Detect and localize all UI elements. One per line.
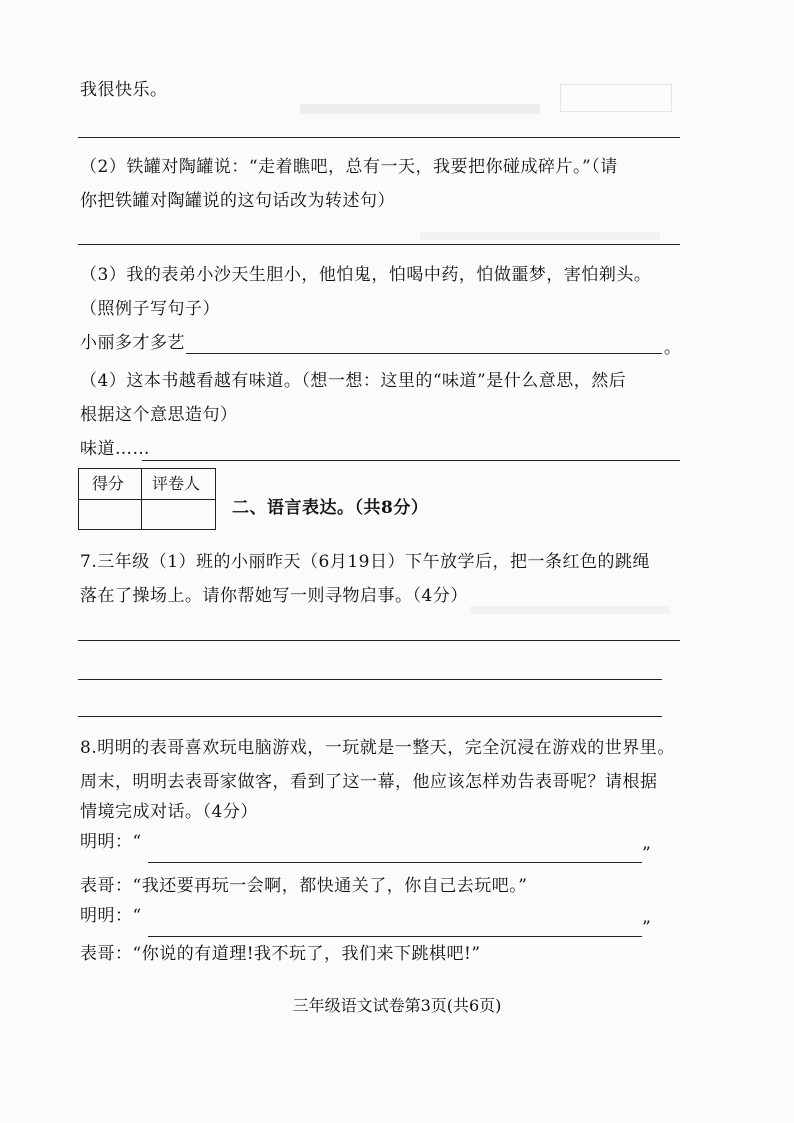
answer-line[interactable]	[78, 716, 662, 717]
bleed-through-mark	[420, 232, 660, 240]
answer-line[interactable]	[78, 137, 680, 138]
page-footer: 三年级语文试卷第3页(共6页)	[292, 996, 502, 1015]
bleed-through-mark	[300, 104, 540, 114]
question-8-text-cont: 情境完成对话。（4分）	[80, 802, 258, 822]
answer-line[interactable]	[78, 679, 662, 680]
question-3-text: （3）我的表弟小沙天生胆小，他怕鬼，怕喝中药，怕做噩梦，害怕剃头。	[80, 265, 652, 285]
question-8-text: 8.明明的表哥喜欢玩电脑游戏，一玩就是一整天，完全沉浸在游戏的世界里。	[80, 738, 675, 758]
answer-sentence-line: 我很快乐。	[80, 80, 168, 100]
question-4-text-cont: 根据这个意思造句）	[80, 405, 238, 425]
grader-label: 评卷人	[152, 474, 201, 493]
table-divider	[79, 499, 215, 500]
answer-line[interactable]	[142, 460, 680, 461]
question-2-text: （2）铁罐对陶罐说：“走着瞧吧，总有一天，我要把你碰成碎片。”（请	[80, 157, 618, 177]
bleed-through-mark	[470, 606, 670, 614]
dialogue-quote-close: ”	[642, 844, 651, 864]
question-3-prompt: 小丽多才多艺	[80, 333, 185, 353]
question-3-prompt-end: 。	[664, 338, 682, 358]
question-4-text: （4）这本书越看越有味道。（想一想：这里的“味道”是什么意思，然后	[80, 371, 627, 391]
question-4-prompt: 味道……	[80, 439, 150, 459]
dialogue-mingming-2: 明明：“	[80, 906, 142, 926]
question-2-text-cont: 你把铁罐对陶罐说的这句话改为转述句）	[80, 191, 395, 211]
score-table	[78, 468, 216, 530]
answer-line[interactable]	[78, 244, 680, 245]
bleed-through-mark	[560, 84, 672, 112]
dialogue-cousin-2: 表哥：“你说的有道理!我不玩了，我们来下跳棋吧!”	[80, 944, 481, 964]
question-7-text: 7.三年级（1）班的小丽昨天（6月19日）下午放学后，把一条红色的跳绳	[80, 552, 650, 572]
answer-line[interactable]	[186, 353, 662, 354]
question-7-text-cont: 落在了操场上。请你帮她写一则寻物启事。（4分）	[80, 586, 468, 606]
section-title: 二、语言表达。（共8分）	[232, 498, 429, 518]
score-label: 得分	[92, 474, 125, 493]
question-3-instruction: （照例子写句子）	[80, 299, 220, 319]
question-8-text-cont: 周末，明明去表哥家做客，看到了这一幕，他应该怎样劝告表哥呢？请根据	[80, 772, 658, 792]
answer-line[interactable]	[148, 936, 642, 937]
answer-line[interactable]	[78, 640, 680, 641]
dialogue-mingming-1: 明明：“	[80, 832, 142, 852]
dialogue-quote-close: ”	[642, 918, 651, 938]
dialogue-cousin-1: 表哥：“我还要再玩一会啊，都快通关了，你自己去玩吧。”	[80, 876, 528, 896]
answer-line[interactable]	[148, 862, 642, 863]
